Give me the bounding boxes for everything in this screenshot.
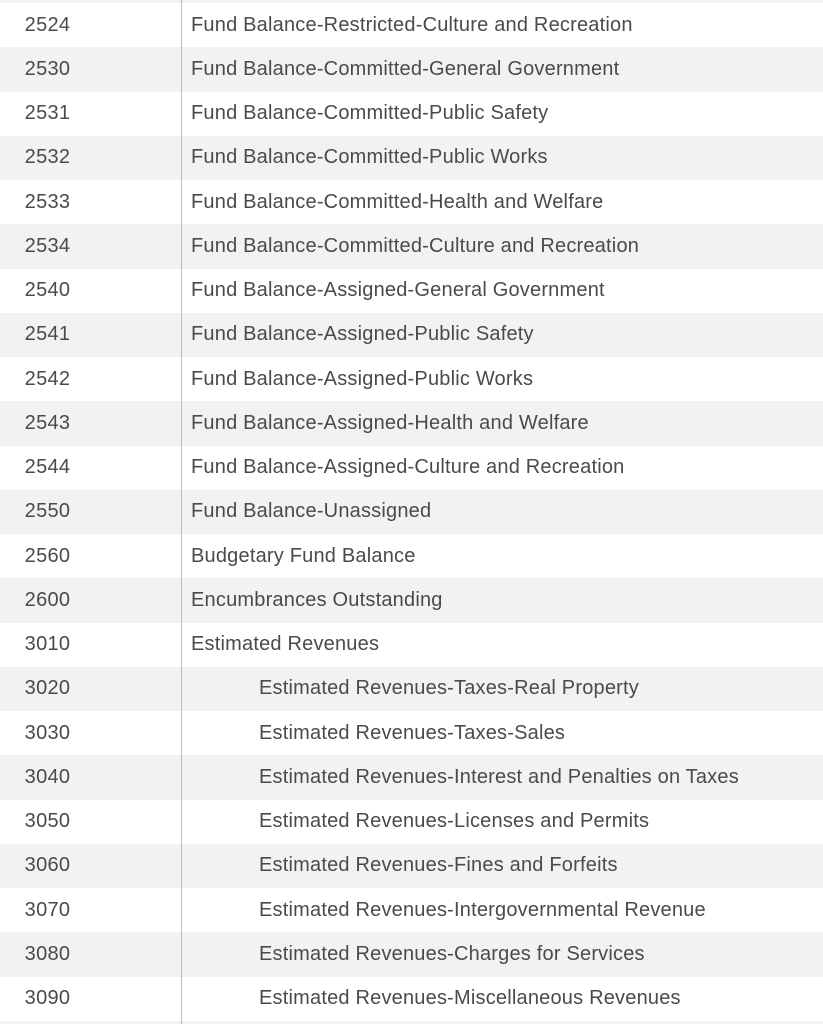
table-row (0, 47, 823, 91)
account-code: 2541 (24, 323, 71, 346)
account-code: 2533 (24, 190, 71, 213)
account-code: 2543 (24, 411, 71, 434)
table-row (0, 92, 823, 136)
account-description: Fund Balance-Assigned-Public Safety (191, 323, 534, 346)
account-description: Fund Balance-Committed-General Government (191, 57, 620, 80)
table-row (0, 401, 823, 445)
account-description: Estimated Revenues-Miscellaneous Revenues (259, 987, 681, 1010)
account-code: 3030 (24, 721, 71, 744)
table-row (0, 446, 823, 490)
account-code: 2532 (24, 146, 71, 169)
account-code: 3050 (24, 810, 71, 833)
account-description: Estimated Revenues-Fines and Forfeits (259, 854, 618, 877)
account-code: 2534 (24, 234, 71, 257)
table-row (0, 136, 823, 180)
table-row (0, 932, 823, 976)
table-row (0, 888, 823, 932)
account-description: Fund Balance-Assigned-General Government (191, 279, 605, 302)
account-code: 3080 (24, 942, 71, 965)
account-description: Fund Balance-Committed-Health and Welfare (191, 190, 604, 213)
account-code: 3010 (24, 633, 71, 656)
table-row (0, 224, 823, 268)
account-description: Estimated Revenues-Taxes-Real Property (259, 677, 639, 700)
account-description: Estimated Revenues-Licenses and Permits (259, 810, 650, 833)
account-description: Fund Balance-Assigned-Health and Welfare (191, 411, 589, 434)
table-row (0, 180, 823, 224)
account-code: 2550 (24, 500, 71, 523)
account-description: Fund Balance-Unassigned (191, 500, 432, 523)
account-code: 2560 (24, 544, 71, 567)
account-code: 3090 (24, 987, 71, 1010)
account-code: 2600 (24, 588, 71, 611)
table-row (0, 357, 823, 401)
account-code: 2524 (24, 13, 71, 36)
account-description: Estimated Revenues-Taxes-Sales (259, 721, 566, 744)
account-code: 2531 (24, 102, 71, 125)
account-code: 3040 (24, 765, 71, 788)
account-description: Estimated Revenues (191, 633, 380, 656)
account-description: Budgetary Fund Balance (191, 544, 416, 567)
account-description: Fund Balance-Restricted-Culture and Recreation (191, 13, 633, 36)
account-description: Estimated Revenues-Interest and Penalties on Taxes (259, 765, 739, 788)
column-divider (181, 0, 182, 1024)
table-row (0, 3, 823, 47)
account-code: 2542 (24, 367, 71, 390)
table-row (0, 534, 823, 578)
table-row (0, 623, 823, 667)
table-body (0, 3, 823, 1021)
account-description: Fund Balance-Committed-Public Safety (191, 102, 549, 125)
table-row (0, 977, 823, 1021)
account-code: 2544 (24, 456, 71, 479)
account-description: Fund Balance-Committed-Culture and Recreation (191, 234, 640, 257)
table-row (0, 755, 823, 799)
account-description: Fund Balance-Committed-Public Works (191, 146, 548, 169)
table-row (0, 578, 823, 622)
account-description: Estimated Revenues-Intergovernmental Revenue (259, 898, 706, 921)
table-row (0, 711, 823, 755)
table-row (0, 269, 823, 313)
table-row (0, 313, 823, 357)
account-description: Fund Balance-Assigned-Public Works (191, 367, 534, 390)
account-description: Fund Balance-Assigned-Culture and Recreation (191, 456, 625, 479)
account-code: 3070 (24, 898, 71, 921)
table-row (0, 844, 823, 888)
account-description: Encumbrances Outstanding (191, 588, 443, 611)
table-row (0, 490, 823, 534)
account-code: 3020 (24, 677, 71, 700)
account-code: 2540 (24, 279, 71, 302)
table-row (0, 667, 823, 711)
table-row (0, 800, 823, 844)
account-code: 2530 (24, 57, 71, 80)
account-description: Estimated Revenues-Charges for Services (259, 942, 645, 965)
account-code: 3060 (24, 854, 71, 877)
